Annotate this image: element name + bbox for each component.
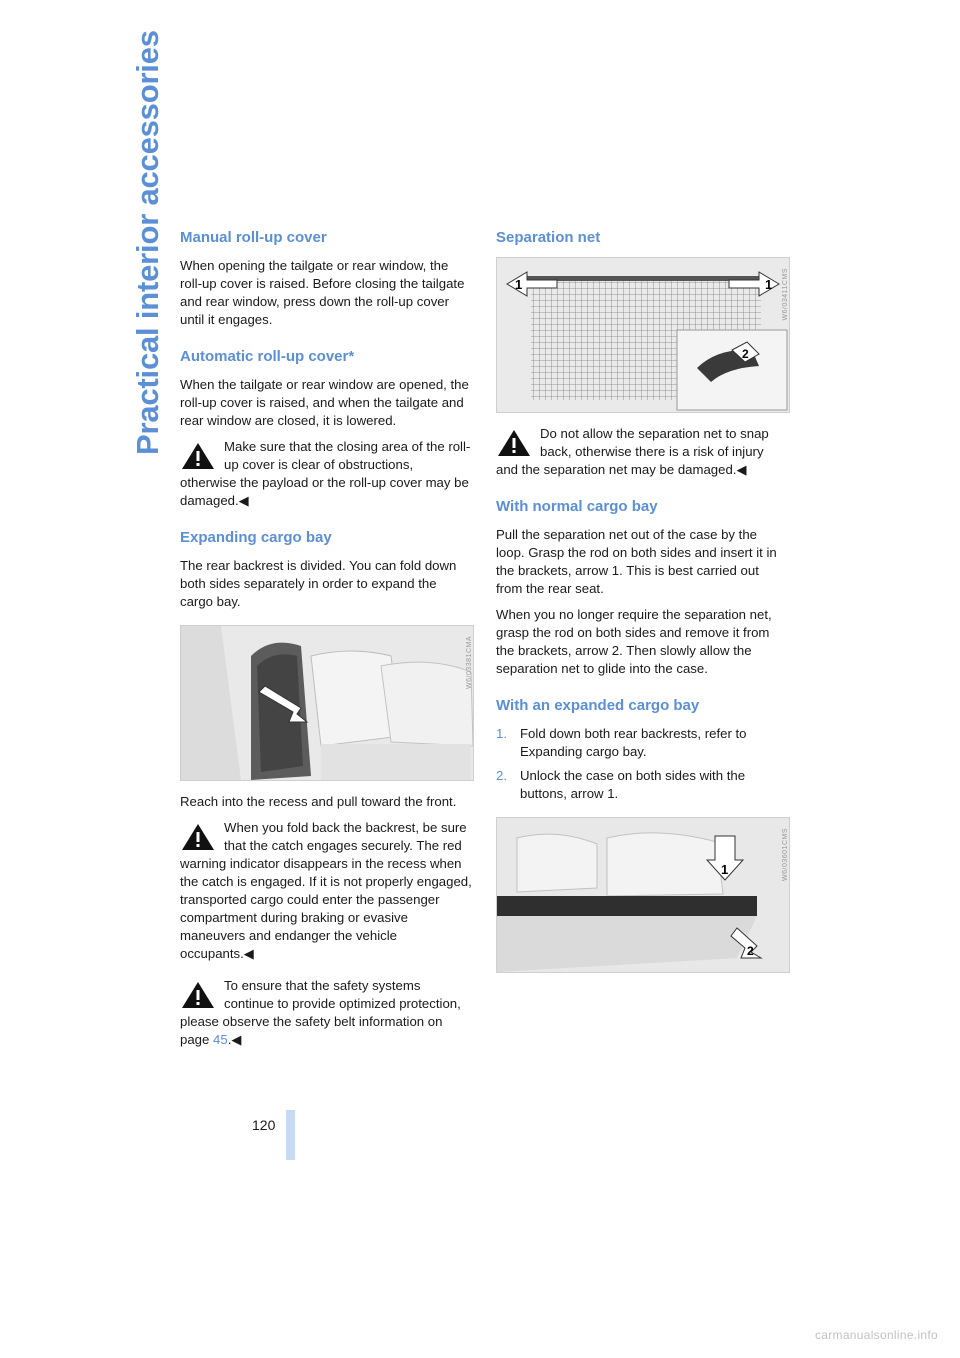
page-marker-bar xyxy=(286,1110,295,1160)
arrow-label-1-right: 1 xyxy=(765,277,773,292)
warning-end: .◀ xyxy=(227,1032,242,1047)
warning-text: Make sure that the closing area of the roll-up cover is clear of obstructions, otherwise the payload or the roll-up cover may be damaged.◀ xyxy=(180,439,471,508)
section-heading: With normal cargo bay xyxy=(496,498,658,515)
left-column xyxy=(180,228,472,1067)
page-number: 120 xyxy=(252,1117,276,1133)
section-expanded-cargo-bay xyxy=(496,696,788,973)
paragraph: The rear backrest is divided. You can fold down both sides separately in order to expand the cargo bay. xyxy=(180,558,457,609)
chapter-title: Practical interior accessories xyxy=(130,30,165,455)
section-heading: Manual roll-up cover xyxy=(180,229,327,246)
step-number: 1. xyxy=(496,726,507,741)
warning-note xyxy=(180,977,472,1049)
watermark: carmanualsonline.info xyxy=(814,1328,938,1342)
paragraph: When the tailgate or rear window are opened, the roll-up cover is raised, and when the tailgate and rear window are closed, it is lowered. xyxy=(180,377,469,428)
arrow-label-1: 1 xyxy=(721,862,729,877)
arrow-label-2: 2 xyxy=(747,944,754,958)
figure-code: W6/03601CMS xyxy=(782,828,789,881)
list-item xyxy=(496,725,788,761)
rear-backrest-illustration xyxy=(180,625,474,781)
figure-code: W6/03411CMS xyxy=(782,268,789,321)
section-automatic-roll-up-cover xyxy=(180,347,472,510)
paragraph: When opening the tailgate or rear window, the roll-up cover is raised. Before closing the tailgate and rear window, press down the roll-up cover until it engages. xyxy=(180,258,465,327)
list-item xyxy=(496,767,788,803)
step-number: 2. xyxy=(496,768,507,783)
paragraph: Pull the separation net out of the case by the loop. Grasp the rod on both sides and insert it in the brackets, arrow 1. This is best carried out from the rear seat. xyxy=(496,527,777,596)
step-text: Fold down both rear backrests, refer to Expanding cargo bay. xyxy=(520,726,747,759)
right-column xyxy=(496,228,788,991)
warning-text: Do not allow the separation net to snap back, otherwise there is a risk of injury and the separation net may be damaged.◀ xyxy=(496,426,769,477)
paragraph: When you no longer require the separation net, grasp the rod on both sides and remove it from the brackets, arrow 2. Then slowly allow the separation net to glide into the case. xyxy=(496,607,772,676)
warning-triangle-icon xyxy=(180,980,216,1010)
figure-code: W6/03381CMA xyxy=(466,636,473,689)
cargo-case-drawing xyxy=(497,818,789,972)
rear-seat-drawing xyxy=(181,626,473,780)
section-manual-roll-up-cover xyxy=(180,228,472,329)
separation-net-drawing xyxy=(497,258,789,412)
cargo-case-illustration xyxy=(496,817,790,973)
section-heading: Automatic roll-up cover* xyxy=(180,348,355,365)
warning-note xyxy=(180,438,472,510)
warning-triangle-icon xyxy=(496,428,532,458)
page-reference-link[interactable]: 45 xyxy=(213,1032,228,1047)
section-heading: Separation net xyxy=(496,229,601,246)
separation-net-illustration xyxy=(496,257,790,413)
warning-text: To ensure that the safety systems continue to provide optimized protection, please observe the safety belt information on page xyxy=(180,978,461,1047)
warning-triangle-icon xyxy=(180,441,216,471)
paragraph: Reach into the recess and pull toward the front. xyxy=(180,794,457,809)
section-expanding-cargo-bay xyxy=(180,528,472,1049)
section-heading: With an expanded cargo bay xyxy=(496,697,700,714)
warning-text: When you fold back the backrest, be sure that the catch engages securely. The red warning indicator disappears in the recess when the catch is engaged. If it is not properly engaged, transported cargo could enter the passenger compartment during braking or evasive maneuvers and endanger the vehicle occupants.◀ xyxy=(180,820,472,961)
section-normal-cargo-bay xyxy=(496,497,788,678)
section-heading: Expanding cargo bay xyxy=(180,529,332,546)
arrow-label-1-left: 1 xyxy=(515,277,523,292)
warning-note xyxy=(180,819,472,963)
step-text: Unlock the case on both sides with the buttons, arrow 1. xyxy=(520,768,746,801)
arrow-label-2: 2 xyxy=(742,347,749,361)
warning-note xyxy=(496,425,788,479)
steps-list xyxy=(496,725,788,803)
warning-triangle-icon xyxy=(180,822,216,852)
section-separation-net xyxy=(496,228,788,479)
